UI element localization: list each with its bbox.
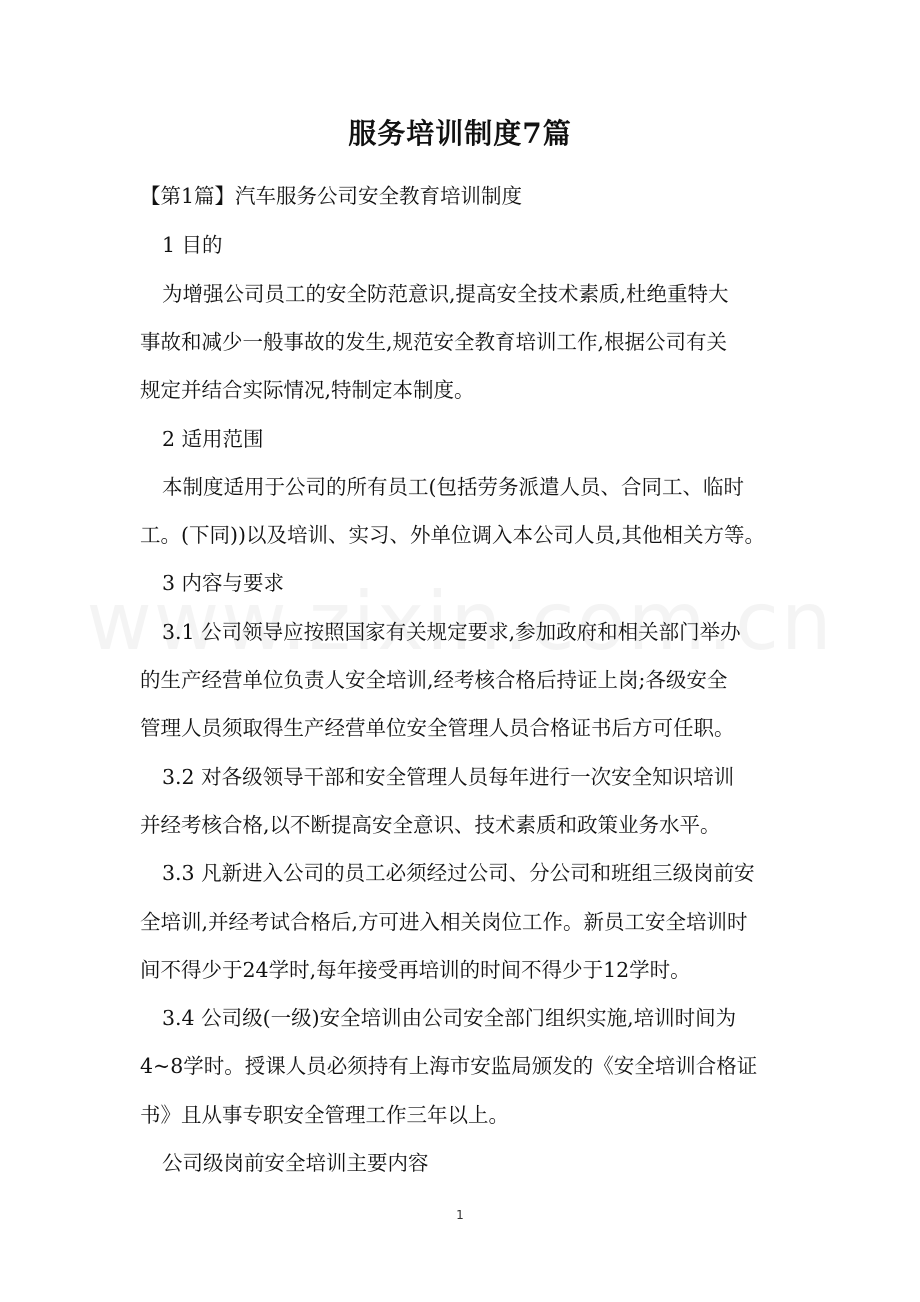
paragraph-line: 的生产经营单位负责人安全培训,经考核合格后持证上岗;各级安全 bbox=[140, 668, 728, 692]
section-heading: 【第1篇】汽车服务公司安全教育培训制度 bbox=[140, 184, 523, 208]
paragraph-line: 工。(下同))以及培训、实习、外单位调入本公司人员,其他相关方等。 bbox=[140, 523, 766, 547]
paragraph-line: 并经考核合格,以不断提高安全意识、技术素质和政策业务水平。 bbox=[140, 813, 721, 837]
page-number: 1 bbox=[456, 1208, 464, 1222]
paragraph-line: 为增强公司员工的安全防范意识,提高安全技术素质,杜绝重特大 bbox=[162, 282, 729, 306]
paragraph-line: 事故和减少一般事故的发生,规范安全教育培训工作,根据公司有关 bbox=[140, 330, 728, 354]
paragraph-line: 公司级岗前安全培训主要内容 bbox=[162, 1151, 429, 1175]
paragraph-line: 间不得少于24学时,每年接受再培训的时间不得少于12学时。 bbox=[140, 958, 691, 982]
paragraph-line: 4~8学时。授课人员必须持有上海市安监局颁发的《安全培训合格证 bbox=[140, 1054, 758, 1078]
paragraph-line: 3.4 公司级(一级)安全培训由公司安全部门组织实施,培训时间为 bbox=[162, 1006, 737, 1030]
paragraph-line: 3 内容与要求 bbox=[162, 571, 285, 595]
paragraph-line: 3.2 对各级领导干部和安全管理人员每年进行一次安全知识培训 bbox=[162, 765, 735, 789]
paragraph-line: 3.1 公司领导应按照国家有关规定要求,参加政府和相关部门举办 bbox=[162, 620, 741, 644]
paragraph-line: 管理人员须取得生产经营单位安全管理人员合格证书后方可任职。 bbox=[140, 716, 735, 740]
paragraph-line: 全培训,并经考试合格后,方可进入相关岗位工作。新员工安全培训时 bbox=[140, 910, 748, 934]
paragraph-line: 规定并结合实际情况,特制定本制度。 bbox=[140, 378, 475, 402]
paragraph-line: 1 目的 bbox=[162, 233, 223, 257]
paragraph-line: 本制度适用于公司的所有员工(包括劳务派遣人员、合同工、临时 bbox=[162, 475, 744, 499]
document-title: 服务培训制度7篇 bbox=[348, 117, 572, 150]
paragraph-line: 2 适用范围 bbox=[162, 427, 264, 451]
paragraph-line: 书》且从事专职安全管理工作三年以上。 bbox=[140, 1103, 509, 1127]
paragraph-line: 3.3 凡新进入公司的员工必须经过公司、分公司和班组三级岗前安 bbox=[162, 861, 755, 885]
